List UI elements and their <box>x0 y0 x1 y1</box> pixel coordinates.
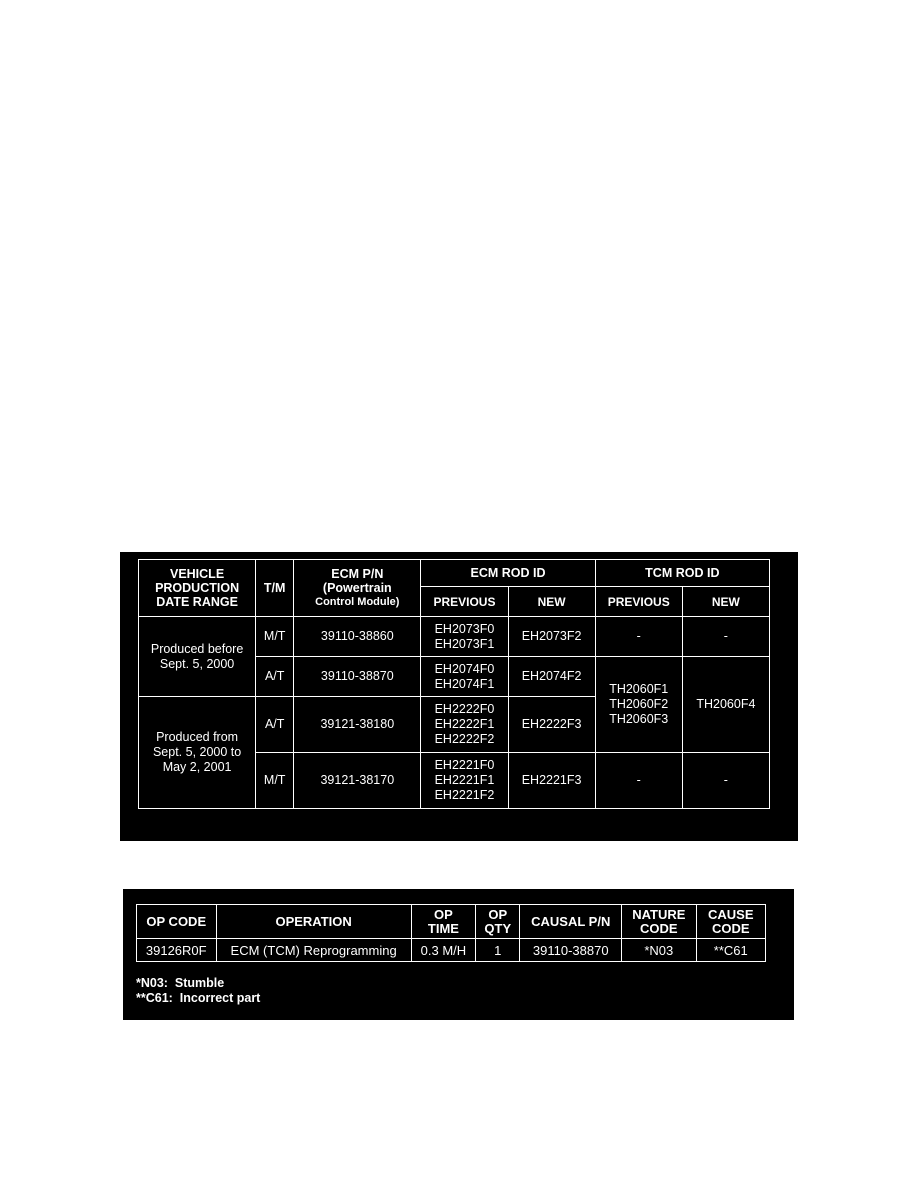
header-operation: OPERATION <box>216 905 411 939</box>
ecm-pn-cell: 39110-38870 <box>294 657 421 697</box>
op-code-panel <box>123 889 794 1020</box>
header-nature-code: NATURE CODE <box>622 905 696 939</box>
header-vehicle-production-date-range: VEHICLE PRODUCTION DATE RANGE <box>139 560 256 617</box>
header-tm: T/M <box>256 560 294 617</box>
ecm-new-cell: EH2222F3 <box>508 697 595 753</box>
tm-cell: M/T <box>256 617 294 657</box>
tm-cell: A/T <box>256 697 294 753</box>
tcm-new-cell: TH2060F4 <box>682 657 769 753</box>
header-ecm-pn: ECM P/N (Powertrain Control Module) <box>294 560 421 617</box>
header-ecm-previous: PREVIOUS <box>421 587 508 617</box>
ecm-previous-cell: EH2221F0 EH2221F1 EH2221F2 <box>421 753 508 809</box>
ecm-pn-cell: 39121-38170 <box>294 753 421 809</box>
op-qty-cell: 1 <box>476 939 520 962</box>
cause-code-cell: **C61 <box>696 939 765 962</box>
header-op-qty: OP QTY <box>476 905 520 939</box>
rod-id-table <box>138 559 770 809</box>
header-ecm-rod-id: ECM ROD ID <box>421 560 595 587</box>
operation-cell: ECM (TCM) Reprogramming <box>216 939 411 962</box>
tcm-new-cell: - <box>682 617 769 657</box>
ecm-previous-cell: EH2073F0 EH2073F1 <box>421 617 508 657</box>
header-cause-code: CAUSE CODE <box>696 905 765 939</box>
ecm-pn-cell: 39121-38180 <box>294 697 421 753</box>
table-row <box>139 617 770 657</box>
ecm-pn-cell: 39110-38860 <box>294 617 421 657</box>
header-tcm-rod-id: TCM ROD ID <box>595 560 769 587</box>
header-causal-pn: CAUSAL P/N <box>520 905 622 939</box>
footnotes <box>136 976 260 1006</box>
header-row <box>137 905 766 939</box>
op-time-cell: 0.3 M/H <box>411 939 475 962</box>
date-range-cell: Produced before Sept. 5, 2000 <box>139 617 256 697</box>
header-tcm-new: NEW <box>682 587 769 617</box>
tcm-new-cell: - <box>682 753 769 809</box>
header-op-time: OP TIME <box>411 905 475 939</box>
ecm-tcm-rod-id-panel <box>120 552 798 841</box>
ecm-new-cell: EH2221F3 <box>508 753 595 809</box>
op-code-cell: 39126R0F <box>137 939 217 962</box>
tm-cell: M/T <box>256 753 294 809</box>
date-range-cell: Produced from Sept. 5, 2000 to May 2, 2001 <box>139 697 256 809</box>
header-op-code: OP CODE <box>137 905 217 939</box>
table-row <box>137 939 766 962</box>
header-ecm-new: NEW <box>508 587 595 617</box>
tcm-previous-cell: - <box>595 617 682 657</box>
tcm-previous-cell: TH2060F1 TH2060F2 TH2060F3 <box>595 657 682 753</box>
ecm-new-cell: EH2073F2 <box>508 617 595 657</box>
tm-cell: A/T <box>256 657 294 697</box>
header-tcm-previous: PREVIOUS <box>595 587 682 617</box>
ecm-previous-cell: EH2074F0 EH2074F1 <box>421 657 508 697</box>
nature-code-cell: *N03 <box>622 939 696 962</box>
ecm-new-cell: EH2074F2 <box>508 657 595 697</box>
footnote-n03: *N03: Stumble <box>136 976 225 990</box>
ecm-previous-cell: EH2222F0 EH2222F1 EH2222F2 <box>421 697 508 753</box>
causal-pn-cell: 39110-38870 <box>520 939 622 962</box>
header-row-1 <box>139 560 770 587</box>
op-code-table <box>136 904 766 962</box>
tcm-previous-cell: - <box>595 753 682 809</box>
footnote-c61: **C61: Incorrect part <box>136 991 261 1005</box>
